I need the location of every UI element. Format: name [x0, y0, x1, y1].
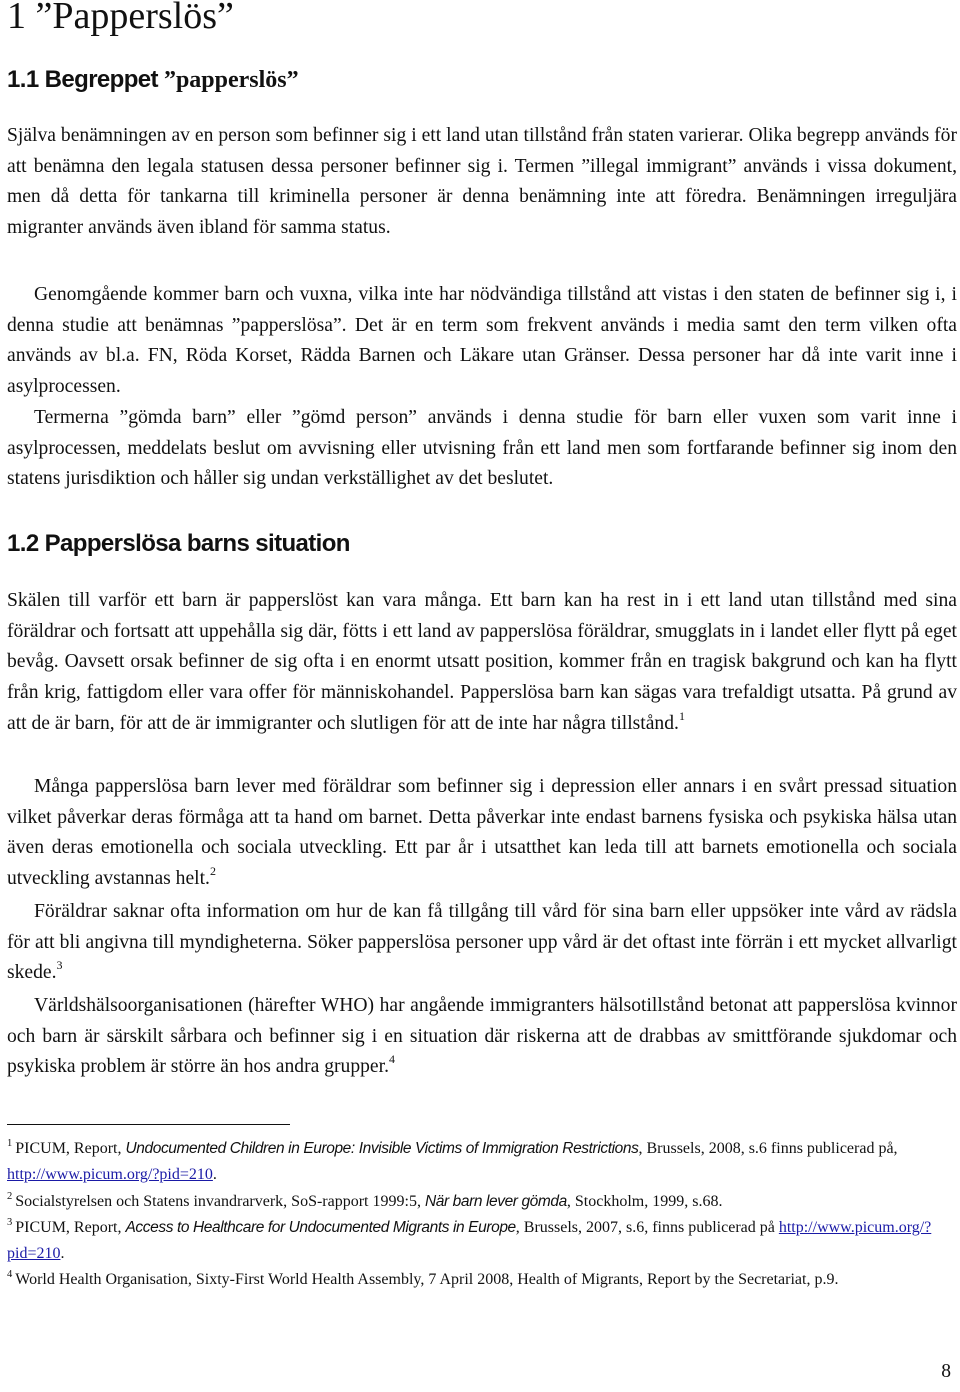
footnote-ref: 4 — [388, 1052, 395, 1067]
section-heading-quote: ”papperslös” — [157, 67, 299, 93]
section-heading-word: Begreppet — [44, 66, 158, 93]
paragraph: Termerna ”gömda barn” eller ”gömd person” används i denna studie för barn eller vuxen som varit inne i asylprocessen, meddelats beslut om avvisning eller utvisning från ett land men som fortfarande befinner sig inom den statens jurisdiktion och håller sig undan verkställighet av det beslutet. — [7, 407, 957, 490]
footnote: $^4$ World Health Organisation, Sixty-First World Health Assembly, 7 April 2008, Health of Migrants, Report by the Secretariat, p.9. — [7, 1269, 839, 1288]
paragraph-text: Många papperslösa barn lever med föräldrar som befinner sig i depression eller annars i en svårt pressad situation vilket påverkar deras förmåga att ta hand om barnet. Detta påverkar inte endast barnens fysiska och psykiska hälsa utan även deras emotionella och sociala utveckling. Ett par år i utsatthet kan leda till att barnets emotionella och sociala utveckling avstannas helt. — [7, 776, 957, 890]
paragraph-text: Föräldrar saknar ofta information om hur de kan få tillgång till vård för sina barn eller uppsöker inte vård av rädsla för att bli angivna till myndigheterna. Söker papperslösa personer upp vård är det oftast inte förrän i ett mycket allvarligt skede. — [7, 901, 957, 984]
paragraph — [7, 586, 957, 740]
footnote: $^1$ PICUM, Report, Undocumented Children in Europe: Invisible Victims of Immigration Restrictions, Brussels, 2008, s.6 finns publicerad på, http://www.picum.org/?pid=210. — [7, 1138, 898, 1183]
paragraph — [7, 991, 957, 1083]
paragraph-text: Skälen till varför ett barn är papperslöst kan vara många. Ett barn kan ha rest in i ett land utan tillstånd med sina föräldrar och fortsatt att uppehålla sig där, fötts i ett land av papperslösa föräldrar, smugglats in i landet eller flytt på eget bevåg. Oavsett orsak befinner de sig ofta i en enormt utsatt position, kommer från en tragisk bakgrund och kan ha flytt från krig, fattigdom eller vara offer för människohandel. Papperslösa barn kan sägas vara trefaldigt utsatta. På grund av att de är barn, för att de är immigranter och slutligen för att de inte har några tillstånd. — [7, 590, 957, 734]
footnote-link[interactable]: http://www.picum.org/?pid=210 — [7, 1219, 932, 1262]
page-number: 8 — [941, 1361, 951, 1382]
footnote: $^2$ Socialstyrelsen och Statens invandrarverk, SoS-rapport 1999:5, När barn lever gömda, Stockholm, 1999, s.68. — [7, 1191, 723, 1210]
chapter-title: 1 ”Papperslös” — [7, 0, 234, 37]
footnote-ref: 1 — [678, 708, 685, 723]
footnote-title: När barn lever gömda — [424, 1193, 567, 1210]
section-heading-1-1 — [7, 66, 299, 94]
footnote-divider — [7, 1124, 290, 1125]
paragraph-text: Världshälsoorganisationen (härefter WHO) har angående immigranters hälsotillstånd betonat att papperslösa kvinnor och barn är särskilt sårbara och befinner sig i en situation där riskerna att de drabbas av smittförande sjukdomar och psykiska problem är större än hos andra grupper. — [7, 995, 957, 1078]
footnote-link[interactable]: http://www.picum.org/?pid=210 — [7, 1165, 213, 1183]
footnote-title: Access to Healthcare for Undocumented Migrants in Europe — [125, 1219, 516, 1236]
footnote-ref: 2 — [209, 864, 216, 879]
paragraph: Själva benämningen av en person som befinner sig i ett land utan tillstånd från staten varierar. Olika begrepp används för att benämna den legala statusen dessa personer befinner sig i. Termen ”illegal immigrant” används i vissa dokument, men då detta för tankarna till kriminella personer är denna benämning inte att föredra. Benämningen irreguljära migranter används även ibland för samma status. — [7, 125, 957, 239]
footnote-title: Undocumented Children in Europe: Invisible Victims of Immigration Restrictions — [125, 1140, 639, 1157]
paragraph: Genomgående kommer barn och vuxna, vilka inte har nödvändiga tillstånd att vistas i den staten de befinner sig i, i denna studie att benämnas ”papperslösa”. Det är en term som frekvent används i media samt den term vilken ofta används av bl.a. FN, Röda Korset, Rädda Barnen och Läkare utan Gränser. Dessa personer har då inte varit inne i asylprocessen. — [7, 284, 957, 398]
paragraph — [7, 772, 957, 895]
section-number: 1.1 — [7, 66, 39, 93]
section-heading-1-2: 1.2 Papperslösa barns situation — [7, 530, 350, 557]
footnote: $^3$ PICUM, Report, Access to Healthcare for Undocumented Migrants in Europe, Brussels, 2007, s.6, finns publicerad på http://www.picum.org/?pid=210. — [7, 1217, 932, 1262]
footnote-ref: 3 — [56, 958, 63, 973]
paragraph — [7, 897, 957, 989]
